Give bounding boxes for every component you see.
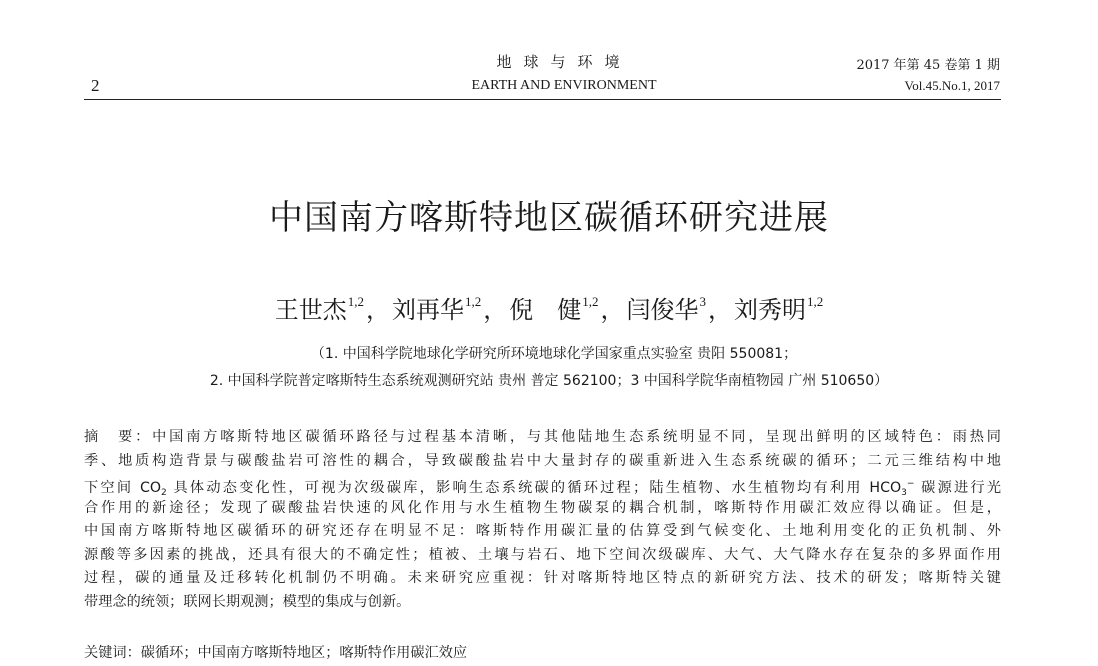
abstract-text: 具体动态变化性，可视为次级碳库，影响生态系统碳的循环过程；陆生植物、水生植物均有利用 HCO — [166, 480, 902, 496]
keywords: 关键词：碳循环；中国南方喀斯特地区；喀斯特作用碳汇效应 — [84, 645, 468, 661]
author-name: 刘再华 — [392, 296, 464, 324]
author-name: 王世杰 — [274, 296, 347, 324]
abstract-text: 下空间 CO — [84, 480, 162, 496]
author-separator: ， — [600, 296, 625, 324]
abstract-line: 摘 要：中国南方喀斯特地区碳循环路径与过程基本清晰，与其他陆地生态系统明显不同，呈现出鲜明的区域特色：雨热同 — [84, 429, 1001, 445]
abstract-line-with-formula — [84, 473, 1001, 497]
author-name: 刘秀明 — [734, 296, 806, 324]
page-number: 2 — [91, 76, 100, 95]
author-name: 闫俊华 — [626, 296, 699, 324]
author-affiliation-mark: 1,2 — [465, 294, 482, 309]
author-affiliation-mark: 3 — [699, 294, 706, 309]
abstract-line: 源酸等多因素的挑战，还具有很大的不确定性；植被、土壤与岩石、地下空间次级碳库、大气、大气降水存在复杂的多界面作用 — [84, 546, 1001, 563]
journal-title-cn: 地球与环境 — [496, 53, 632, 71]
issue-info-cn: 2017 年第 45 卷第 1 期 — [856, 58, 1000, 73]
formula-subscript: 3 — [901, 488, 907, 497]
journal-title-en: EARTH AND ENVIRONMENT — [471, 78, 657, 93]
abstract-line: 带理念的统领；联网长期观测；模型的集成与创新。 — [84, 593, 411, 610]
abstract-line: 中国南方喀斯特地区碳循环的研究还存在明显不足：喀斯特作用碳汇量的估算受到气候变化、土地利用变化的正负机制、外 — [84, 523, 1001, 539]
author-name: 倪 健 — [509, 296, 582, 324]
affiliation-line: （1. 中国科学院地球化学研究所环境地球化学国家重点实验室 贵阳 550081； — [310, 346, 798, 362]
header-rule — [84, 99, 1001, 100]
author-list — [0, 290, 1098, 325]
author-affiliation-mark: 1,2 — [582, 294, 599, 309]
affiliation-line: 2. 中国科学院普定喀斯特生态系统观测研究站 贵州 普定 562100；3 中国科学院华南植物园 广州 510650） — [209, 373, 889, 389]
issue-info-en: Vol.45.No.1, 2017 — [904, 78, 1000, 93]
author-affiliation-mark: 1,2 — [347, 294, 364, 309]
author-affiliation-mark: 1,2 — [807, 294, 824, 309]
abstract — [84, 426, 1001, 614]
abstract-text: 碳源进行光 — [914, 480, 1001, 496]
author-separator: ， — [483, 296, 508, 324]
formula-superscript: − — [906, 479, 915, 489]
author-separator: ， — [366, 296, 390, 324]
abstract-line: 合作用的新途径；发现了碳酸盐岩快速的风化作用与水生植物生物碳泵的耦合机制，喀斯特作用碳汇效应得以确证。但是， — [84, 499, 1001, 516]
formula-subscript: 2 — [161, 488, 167, 497]
article-title: 中国南方喀斯特地区碳循环研究进展 — [269, 198, 829, 238]
abstract-line: 季、地质构造背景与碳酸盐岩可溶性的耦合，导致碳酸盐岩中大量封存的碳重新进入生态系统碳的循环；二元三维结构中地 — [84, 452, 1001, 469]
author-separator: ， — [708, 296, 732, 324]
abstract-line: 过程，碳的通量及迁移转化机制仍不明确。未来研究应重视：针对喀斯特地区特点的新研究方法、技术的研发；喀斯特关键 — [84, 570, 1001, 586]
